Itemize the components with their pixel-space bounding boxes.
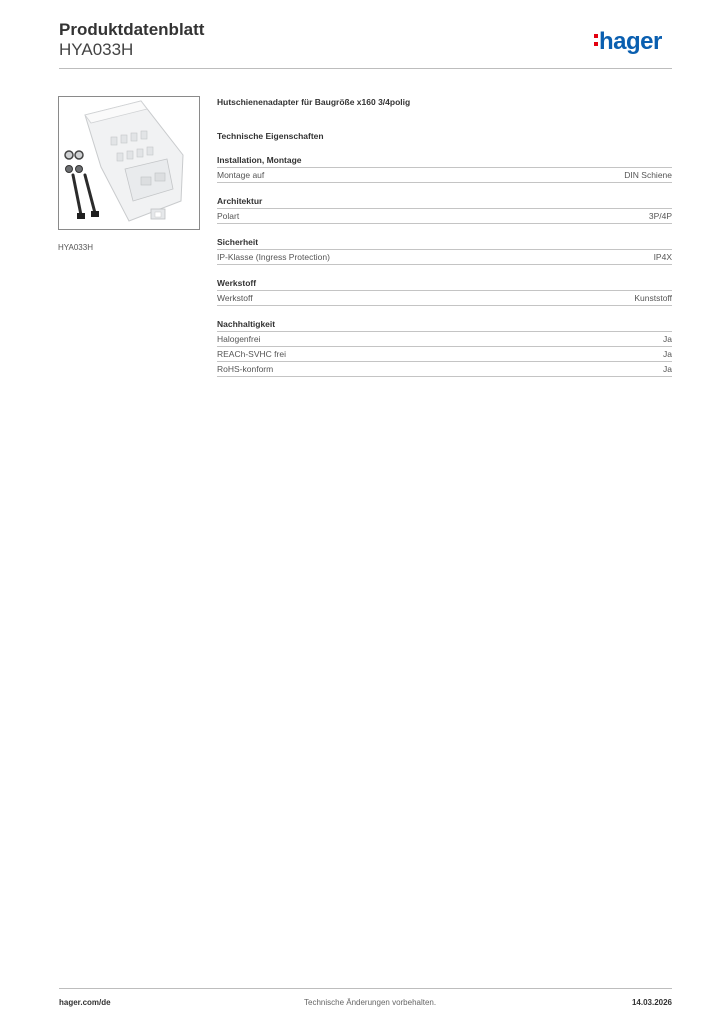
property-label: Polart [217,211,240,221]
website-link[interactable]: hager.com/de [59,998,111,1007]
hager-logo [594,28,662,56]
product-details [217,96,672,377]
header-divider [59,68,672,69]
group-title: Sicherheit [217,236,672,250]
group-title: Nachhaltigkeit [217,318,672,332]
property-row [217,209,672,224]
property-label: Werkstoff [217,293,253,303]
property-label: RoHS-konform [217,364,274,374]
property-value: DIN Schiene [624,170,672,180]
image-caption: HYA033H [58,243,93,252]
property-row [217,362,672,377]
property-value: Ja [663,349,672,359]
section-title: Technische Eigenschaften [217,131,324,141]
property-row [217,347,672,362]
property-row [217,168,672,183]
group-title: Installation, Montage [217,154,672,168]
footer-notice: Technische Änderungen vorbehalten. [304,998,437,1007]
property-label: Halogenfrei [217,334,261,344]
footer-date: 14.03.2026 [631,998,672,1007]
property-row [217,250,672,265]
property-value: Kunststoff [634,293,672,303]
group-title: Werkstoff [217,277,672,291]
group-title: Architektur [217,195,672,209]
property-row [217,332,672,347]
document-title: Produktdatenblatt [59,20,205,39]
property-row [217,291,672,306]
property-group [217,236,672,265]
property-value: IP4X [653,252,672,262]
property-group [217,154,672,183]
property-value: 3P/4P [648,211,672,221]
property-value: Ja [663,364,672,374]
din-rail-adapter-illustration [59,97,199,229]
property-label: Montage auf [217,170,265,180]
product-code: HYA033H [59,40,134,59]
property-value: Ja [663,334,672,344]
property-group [217,195,672,224]
product-image [58,96,200,230]
property-group [217,318,672,377]
logo-colon-icon [594,30,598,50]
product-name: Hutschienenadapter für Baugröße x160 3/4polig [217,97,411,107]
property-group [217,277,672,306]
logo-text: hager [599,28,662,55]
footer-divider [59,988,672,989]
property-label: IP-Klasse (Ingress Protection) [217,252,330,262]
property-label: REACh-SVHC frei [217,349,286,359]
